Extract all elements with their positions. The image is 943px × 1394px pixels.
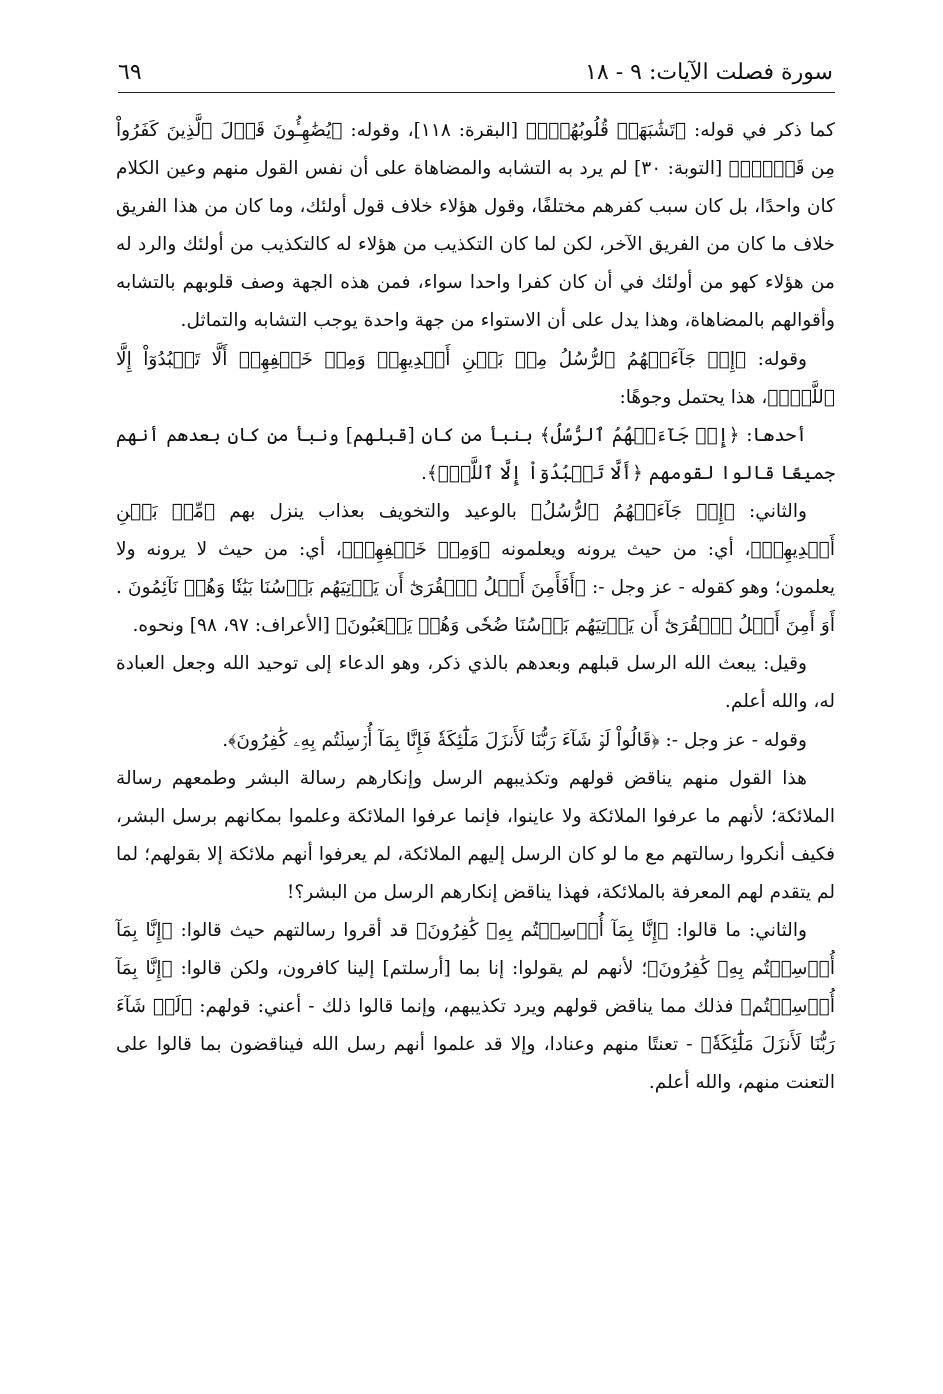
paragraph: كما ذكر في قوله: ﴿تَشَٰبَهَتۡ قُلُوبُهُمۡۗ﴾ [البقرة: ١١٨]، وقوله: ﴿يُضَٰهِـُٔونَ قَوۡلَ ٱلَّذِينَ كَفَرُواْ مِن قَبۡلُۚ﴾ [التوبة: ٣٠] لم يرد به التشابه والمضاهاة على أن نفس القول منهم وعين الكلام كان واحدًا، بل كان سبب كفرهم مختلفًا، وقول هؤلاء خلاف قول أولئك، وما كان من هذا الفريق خلاف ما كان من الفريق الآخر، لكن لما كان التكذيب من هؤلاء له كالتكذيب من أولئك والرد له من هؤلاء كهو من أولئك في أن كان كفرا واحدا سواء، فمن هذه الجهة وصف قلوبهم بالتشابه وأقوالهم بالمضاهاة، وهذا يدل على أن الاستواء من جهة واحدة يوجب التشابه والتماثل. — [116, 120, 836, 332]
paragraph: هذا القول منهم يناقض قولهم وتكذيبهم الرسل وإنكارهم رسالة البشر وطمعهم رسالة الملائكة؛ لأنهم ما عرفوا الملائكة ولا عاينوا، فإنما عرفوا الملائكة وعلموا بمكانهم برسل البشر، فكيف أنكروا رسالتهم مع ما لو كان الرسل إليهم الملائكة، لم يعرفوا أنهم ملائكة إلا بقولهم؛ لما لم يتقدم لهم المعرفة بالملائكة، فهذا يناقض إنكارهم الرسل من البشر؟! — [116, 767, 835, 903]
paragraph: وقيل: يبعث الله الرسل قبلهم وبعدهم بالذي ذكر، وهو الدعاء إلى توحيد الله وجعل العبادة له، والله أعلم. — [116, 653, 835, 713]
header-title: سورة فصلت الآيات: ٩ - ١٨ — [585, 60, 833, 85]
paragraph: والثاني: ﴿إِذۡ جَآءَتۡهُمُ ٱلرُّسُلُ﴾ بالوعيد والتخويف بعذاب ينزل بهم ﴿مِّنۢ بَيۡنِ أَيۡدِيهِمۡ﴾، أي: من حيث يرونه ويعلمونه ﴿وَمِنۡ خَلۡفِهِمۡ﴾، أي: من حيث لا يرونه ولا يعلمون؛ وهو كقوله - عز وجل -: ﴿أَفَأَمِنَ أَهۡلُ ٱلۡقُرَىٰٓ أَن يَأۡتِيَهُم بَأۡسُنَا بَيَٰتٗا وَهُمۡ نَآئِمُونَ . أَوَ أَمِنَ أَهۡلُ ٱلۡقُرَىٰٓ أَن يَأۡتِيَهُم بَأۡسُنَا ضُحٗى وَهُمۡ يَلۡعَبُونَ﴾ [الأعراف: ٩٧، ٩٨] ونحوه. — [116, 500, 835, 637]
paragraph: والثاني: ما قالوا: ﴿إِنَّا بِمَآ أُرۡسِلۡتُم بِهِۦ كَٰفِرُونَ﴾ قد أقروا رسالتهم حيث قالوا: ﴿إِنَّا بِمَآ أُرۡسِلۡتُم بِهِۦ كَٰفِرُونَ﴾؛ لأنهم لم يقولوا: إنا بما [أرسلتم] إلينا كافرون، ولكن قالوا: ﴿إِنَّا بِمَآ أُرۡسِلۡتُم﴾ فذلك مما يناقض قولهم ويرد تكذيبهم، وإنما قالوا ذلك - أعني: قولهم: ﴿لَوۡ شَآءَ رَبُّنَا لَأَنزَلَ مَلَٰٓئِكَةٗ﴾ - تعنتًا منهم وعنادا، وإلا قد علموا أنهم رسل الله فيناقضون بما قالوا على التعنت منهم، والله أعلم. — [116, 919, 835, 1094]
page-number: ٦٩ — [118, 60, 142, 85]
header-rule — [118, 92, 835, 93]
page-body — [116, 112, 835, 1102]
paragraph: أحدها: ﴿إِذۡ جَآءَتۡهُمُ ٱلرُّسُلُ﴾ بنبأ من كان [قبلهم] ونبأ من كان بعدهم أنهم جميعًا قالوا لقومهم ﴿أَلَّا تَعۡبُدُوٓاْ إِلَّا ٱللَّهَۖ﴾. — [116, 424, 835, 484]
paragraph: وقوله - عز وجل -: ﴿قَالُواْ لَوۡ شَآءَ رَبُّنَا لَأَنزَلَ مَلَٰٓئِكَةٗ فَإِنَّا بِمَآ أُرۡسِلۡتُم بِهِۦ كَٰفِرُونَ﴾. — [222, 729, 807, 751]
paragraph: وقوله: ﴿إِذۡ جَآءَتۡهُمُ ٱلرُّسُلُ مِنۢ بَيۡنِ أَيۡدِيهِمۡ وَمِنۡ خَلۡفِهِمۡ أَلَّا تَعۡبُدُوٓاْ إِلَّا ٱللَّهَۖ﴾، هذا يحتمل وجوهًا: — [116, 348, 835, 408]
running-header — [118, 56, 833, 90]
